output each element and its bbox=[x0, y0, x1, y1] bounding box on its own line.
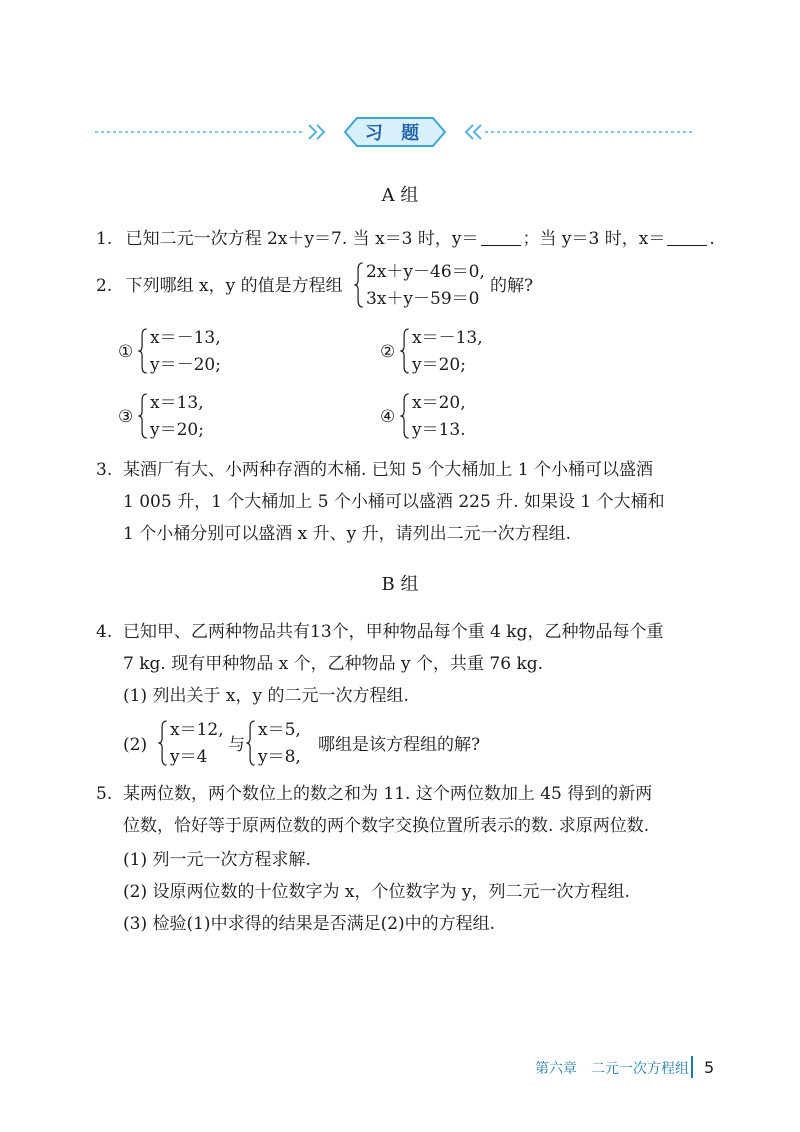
section-banner bbox=[95, 115, 695, 149]
q2-option-4 bbox=[400, 391, 520, 445]
group-a-title: A 组 bbox=[381, 185, 419, 206]
q2-option-3 bbox=[138, 391, 258, 445]
system-a-row-1: x＝12, bbox=[170, 720, 224, 740]
q1-text: 已知二元一次方程 2x＋y＝7. 当 x＝3 时，y＝ bbox=[125, 229, 479, 249]
group-b-title: B 组 bbox=[381, 574, 419, 595]
q2-option-1 bbox=[138, 326, 258, 380]
q5-part-2: (2) 设原两位数的十位数字为 x，个位数字为 y，列二元一次方程组. bbox=[123, 882, 630, 902]
q4-part-2-suffix: 哪组是该方程组的解? bbox=[318, 735, 481, 755]
q1-number: 1. bbox=[96, 229, 113, 249]
option-4-row-2: y＝13. bbox=[412, 420, 466, 440]
option-2-row-1: x＝－13, bbox=[412, 328, 483, 348]
brace-icon bbox=[400, 393, 410, 439]
brace-icon bbox=[354, 262, 364, 308]
q4-join: 与 bbox=[228, 735, 245, 755]
option-1-row-2: y＝－20; bbox=[150, 355, 221, 375]
q1-text-end: . bbox=[709, 229, 715, 249]
system-b-row-1: x＝5, bbox=[258, 720, 301, 740]
q2-system bbox=[354, 260, 504, 314]
q2-option-1-label: ① bbox=[118, 342, 134, 362]
q5-part-1: (1) 列一元一次方程求解. bbox=[123, 850, 311, 870]
q4-number: 4. bbox=[96, 622, 113, 642]
brace-icon bbox=[400, 328, 410, 374]
footer-divider bbox=[691, 1056, 693, 1078]
q4-line-1: 已知甲、乙两种物品共有13个，甲种物品每个重 4 kg，乙种物品每个重 bbox=[123, 622, 664, 642]
q5-line-1: 某两位数，两个数位上的数之和为 11. 这个两位数加上 45 得到的新两 bbox=[123, 784, 653, 804]
q4-line-2: 7 kg. 现有甲种物品 x 个，乙种物品 y 个，共重 76 kg. bbox=[123, 654, 544, 674]
q3-line-3: 1 个小桶分别可以盛酒 x 升、y 升，请列出二元一次方程组. bbox=[123, 524, 572, 544]
q5-part-3: (3) 检验(1)中求得的结果是否满足(2)中的方程组. bbox=[123, 914, 496, 934]
question-2 bbox=[96, 274, 343, 298]
q2-option-2 bbox=[400, 326, 520, 380]
q2-option-2-label: ② bbox=[380, 342, 396, 362]
option-2-row-2: y＝20; bbox=[412, 355, 466, 375]
q4-system-b bbox=[246, 718, 326, 772]
q1-blank-y bbox=[481, 229, 521, 246]
q3-line-1: 某酒厂有大、小两种存酒的木桶. 已知 5 个大桶加上 1 个小桶可以盛酒 bbox=[123, 460, 654, 480]
q2-option-3-label: ③ bbox=[118, 407, 134, 427]
q1-text-mid: ；当 y＝3 时，x＝ bbox=[522, 229, 666, 249]
q5-number: 5. bbox=[96, 784, 113, 804]
q5-line-2: 位数，恰好等于原两位数的两个数字交换位置所表示的数. 求原两位数. bbox=[123, 816, 650, 836]
brace-icon bbox=[138, 328, 148, 374]
option-3-row-2: y＝20; bbox=[150, 420, 204, 440]
q1-blank-x bbox=[667, 229, 707, 246]
q4-part-2-label: (2) bbox=[123, 735, 148, 755]
option-1-row-1: x＝－13, bbox=[150, 328, 221, 348]
option-3-row-1: x＝13, bbox=[150, 393, 204, 413]
section-title: 习 题 bbox=[364, 123, 426, 144]
q3-line-2: 1 005 升，1 个大桶加上 5 个小桶可以盛酒 225 升. 如果设 1 个大桶和 bbox=[123, 492, 665, 512]
page-number: 5 bbox=[704, 1058, 715, 1077]
q2-equation-1: 2x＋y－46＝0, bbox=[366, 262, 485, 282]
brace-icon bbox=[138, 393, 148, 439]
question-1 bbox=[96, 227, 715, 251]
q4-part-1: (1) 列出关于 x，y 的二元一次方程组. bbox=[123, 686, 409, 706]
q2-equation-2: 3x＋y－59＝0 bbox=[366, 289, 480, 309]
q2-number: 2. bbox=[96, 276, 113, 296]
q2-prefix: 下列哪组 x，y 的值是方程组 bbox=[125, 276, 343, 296]
brace-icon bbox=[158, 720, 168, 766]
chapter-footer: 第六章 二元一次方程组 bbox=[535, 1061, 689, 1077]
system-a-row-2: y＝4 bbox=[170, 747, 208, 767]
brace-icon bbox=[246, 720, 256, 766]
option-4-row-1: x＝20, bbox=[412, 393, 466, 413]
q3-number: 3. bbox=[96, 460, 113, 480]
q2-suffix: 的解? bbox=[490, 276, 534, 296]
q2-option-4-label: ④ bbox=[380, 407, 396, 427]
system-b-row-2: y＝8, bbox=[258, 747, 301, 767]
